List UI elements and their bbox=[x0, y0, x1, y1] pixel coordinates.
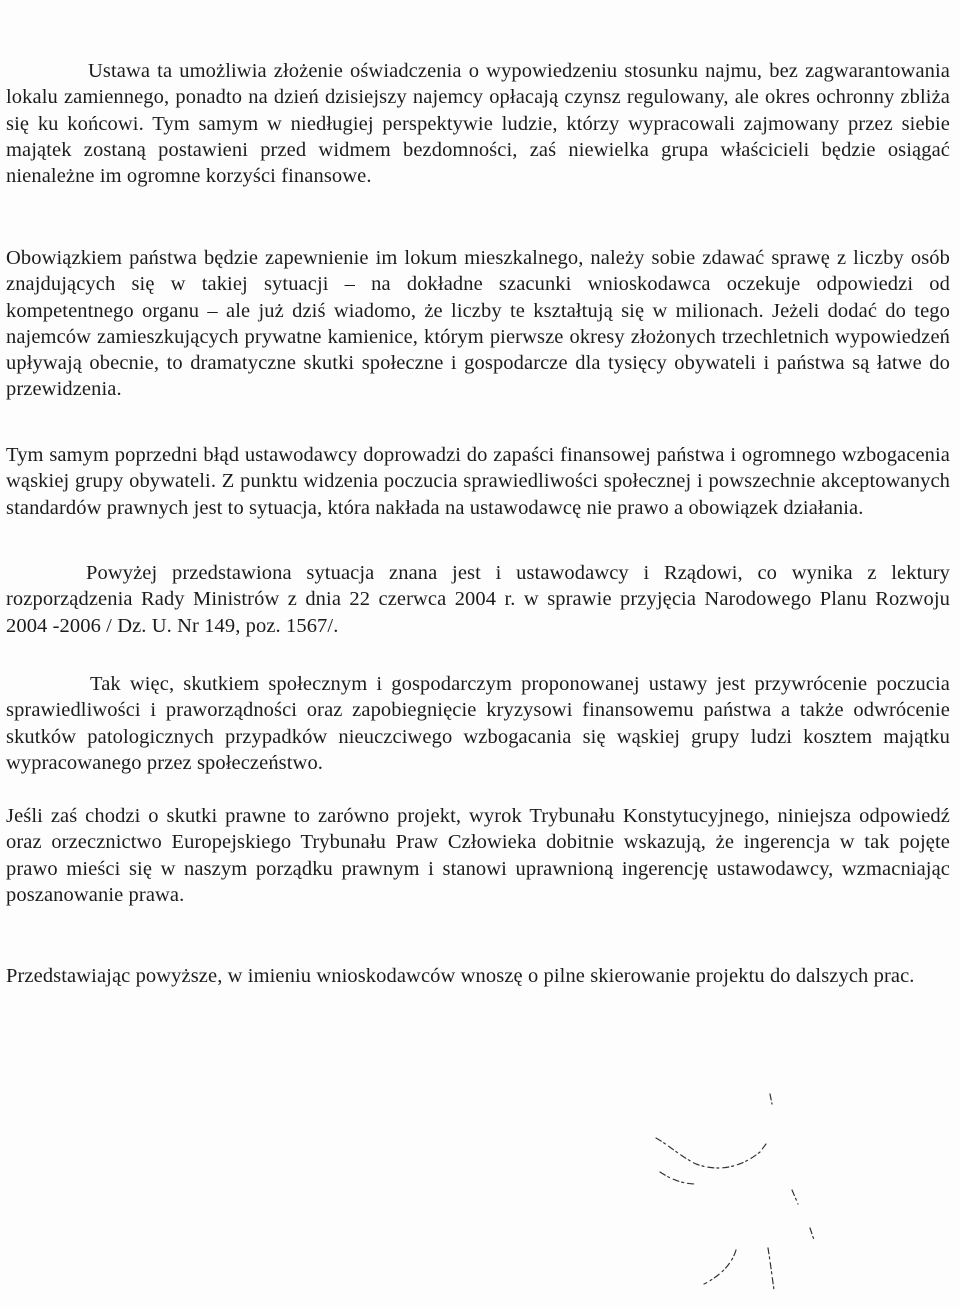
paragraph-6: Jeśli zaś chodzi o skutki prawne to zarówno projekt, wyrok Trybunału Konstytucyjnego, niniejsza odpowiedź oraz orzecznictwo Europejskiego Trybunału Praw Człowieka dobitnie wskazują, że ingerencja w tak pojęte prawo mieści się w naszym porządku prawnym i stanowi uprawnioną ingerencję ustawodawcy, wzmacniając poszanowanie prawa. bbox=[6, 805, 950, 906]
paragraph-5: Tak więc, skutkiem społecznym i gospodarczym proponowanej ustawy jest przywrócenie poczucia sprawiedliwości i praworządności oraz zapobiegnięcie kryzysowi finansowemu państwa a także odwrócenie skutków patologicznych przypadków nieuczciwego wzbogacania się wąskiej grupy ludzi kosztem majątku wypracowanego przez społeczeństwo. bbox=[6, 673, 950, 774]
paragraph-2: Obowiązkiem państwa będzie zapewnienie im lokum mieszkalnego, należy sobie zdawać sprawę z liczby osób znajdujących się w takiej sytuacji – na dokładne szacunki wnioskodawca oczekuje odpowiedzi od kompetentnego organu – ale już dziś wiadomo, że liczby te kształtują się w milionach. Jeżeli dodać do tego najemców zamieszkujących prywatne kamienice, którym pierwsze okresy złożonych trzechletnich wypowiedzeń upływają obecnie, to dramatyczne skutki społeczne i gospodarcze dla tysięcy obywateli i państwa są łatwe do przewidzenia. bbox=[6, 247, 950, 401]
paragraph-3: Tym samym poprzedni błąd ustawodawcy doprowadzi do zapaści finansowej państwa i ogromnego wzbogacenia wąskiej grupy obywateli. Z punktu widzenia poczucia sprawiedliwości społecznej i powszechnie akceptowanych standardów prawnych jest to sytuacja, która nakłada na ustawodawcę nie prawo a obowiązek działania. bbox=[6, 444, 950, 519]
paragraph-7: Przedstawiając powyższe, w imieniu wnioskodawców wnoszę o pilne skierowanie projektu do dalszych prac. bbox=[6, 965, 915, 987]
paragraph-1: Ustawa ta umożliwia złożenie oświadczenia o wypowiedzeniu stosunku najmu, bez zagwarantowania lokalu zamiennego, ponadto na dzień dzisiejszy najemcy opłacają czynsz regulowany, ale okres ochronny zbliża się ku końcowi. Tym samym w niedługiej perspektywie ludzie, którzy wypracowali zajmowany przez siebie majątek zostaną postawieni przed widmem bezdomności, zaś niewielka grupa właścicieli będzie osiągać nienależne im ogromne korzyści finansowe. bbox=[6, 60, 950, 188]
handwritten-signature bbox=[600, 1080, 840, 1300]
paragraph-4: Powyżej przedstawiona sytuacja znana jest i ustawodawcy i Rządowi, co wynika z lektury rozporządzenia Rady Ministrów z dnia 22 czerwca 2004 r. w sprawie przyjęcia Narodowego Planu Rozwoju 2004 -2006 / Dz. U. Nr 149, poz. 1567/. bbox=[6, 562, 950, 637]
